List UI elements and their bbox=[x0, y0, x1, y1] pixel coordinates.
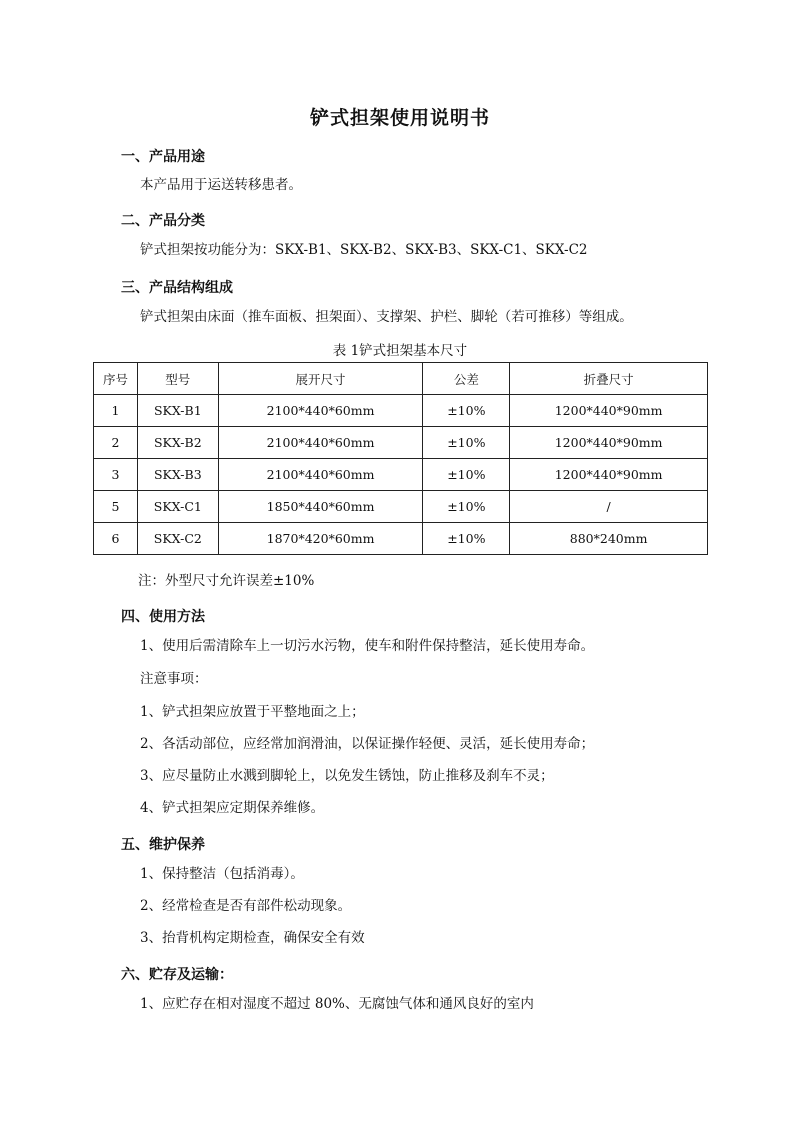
cell-unfolded-size: 1870*420*60mm bbox=[218, 523, 423, 555]
notice-item-1: 1、铲式担架应放置于平整地面之上； bbox=[140, 704, 365, 720]
notice-item-2: 2、各活动部位，应经常加润滑油，以保证操作轻便、灵活，延长使用寿命； bbox=[140, 736, 595, 752]
col-header-unfolded-size: 展开尺寸 bbox=[218, 363, 423, 395]
section-heading-storage: 六、贮存及运输： bbox=[121, 967, 233, 983]
table-row bbox=[94, 427, 708, 459]
cell-tolerance: ±10% bbox=[423, 395, 510, 427]
section-heading-maintenance: 五、维护保养 bbox=[121, 837, 205, 853]
cell-index: 3 bbox=[94, 459, 138, 491]
dimension-table bbox=[93, 362, 708, 555]
table-row bbox=[94, 395, 708, 427]
section-heading-usage: 四、使用方法 bbox=[121, 609, 205, 625]
storage-item-1: 1、应贮存在相对湿度不超过 80%、无腐蚀气体和通风良好的室内 bbox=[140, 996, 534, 1012]
table-note: 注：外型尺寸允许误差±10% bbox=[138, 573, 315, 589]
purpose-text: 本产品用于运送转移患者。 bbox=[140, 177, 302, 193]
cell-tolerance: ±10% bbox=[423, 427, 510, 459]
cell-folded-size: 1200*440*90mm bbox=[510, 459, 708, 491]
table-caption: 表 1铲式担架基本尺寸 bbox=[332, 343, 468, 359]
cell-unfolded-size: 2100*440*60mm bbox=[218, 459, 423, 491]
cell-folded-size: 880*240mm bbox=[510, 523, 708, 555]
col-header-folded-size: 折叠尺寸 bbox=[510, 363, 708, 395]
cell-model: SKX-B2 bbox=[137, 427, 218, 459]
structure-text: 铲式担架由床面（推车面板、担架面）、支撑架、护栏、脚轮（若可推移）等组成。 bbox=[140, 309, 633, 325]
notice-item-4: 4、铲式担架应定期保养维修。 bbox=[140, 800, 325, 816]
cell-index: 2 bbox=[94, 427, 138, 459]
classification-text: 铲式担架按功能分为：SKX-B1、SKX-B2、SKX-B3、SKX-C1、SKX-C2 bbox=[140, 242, 588, 258]
cell-model: SKX-C2 bbox=[137, 523, 218, 555]
section-heading-purpose: 一、产品用途 bbox=[121, 149, 205, 165]
section-heading-structure: 三、产品结构组成 bbox=[121, 280, 233, 296]
table-row bbox=[94, 523, 708, 555]
notice-item-3: 3、应尽量防止水溅到脚轮上，以免发生锈蚀，防止推移及刹车不灵； bbox=[140, 768, 554, 784]
col-header-tolerance: 公差 bbox=[423, 363, 510, 395]
col-header-model: 型号 bbox=[137, 363, 218, 395]
cell-tolerance: ±10% bbox=[423, 491, 510, 523]
cell-folded-size: 1200*440*90mm bbox=[510, 427, 708, 459]
cell-model: SKX-B3 bbox=[137, 459, 218, 491]
table-row bbox=[94, 491, 708, 523]
maintenance-item-2: 2、经常检查是否有部件松动现象。 bbox=[140, 898, 352, 914]
maintenance-item-3: 3、抬背机构定期检查，确保安全有效 bbox=[140, 930, 365, 946]
table-row bbox=[94, 459, 708, 491]
notice-label: 注意事项： bbox=[140, 671, 208, 687]
maintenance-item-1: 1、保持整洁（包括消毒）。 bbox=[140, 866, 304, 882]
cell-index: 1 bbox=[94, 395, 138, 427]
cell-model: SKX-B1 bbox=[137, 395, 218, 427]
cell-unfolded-size: 2100*440*60mm bbox=[218, 395, 423, 427]
cell-folded-size: 1200*440*90mm bbox=[510, 395, 708, 427]
cell-tolerance: ±10% bbox=[423, 459, 510, 491]
cell-unfolded-size: 2100*440*60mm bbox=[218, 427, 423, 459]
cell-model: SKX-C1 bbox=[137, 491, 218, 523]
cell-index: 5 bbox=[94, 491, 138, 523]
cell-folded-size: / bbox=[510, 491, 708, 523]
cell-tolerance: ±10% bbox=[423, 523, 510, 555]
col-header-index: 序号 bbox=[94, 363, 138, 395]
cell-index: 6 bbox=[94, 523, 138, 555]
section-heading-classification: 二、产品分类 bbox=[121, 213, 205, 229]
cell-unfolded-size: 1850*440*60mm bbox=[218, 491, 423, 523]
table-header-row bbox=[94, 363, 708, 395]
document-title: 铲式担架使用说明书 bbox=[309, 107, 490, 129]
usage-item-1: 1、使用后需清除车上一切污水污物，使车和附件保持整洁，延长使用寿命。 bbox=[140, 638, 595, 654]
